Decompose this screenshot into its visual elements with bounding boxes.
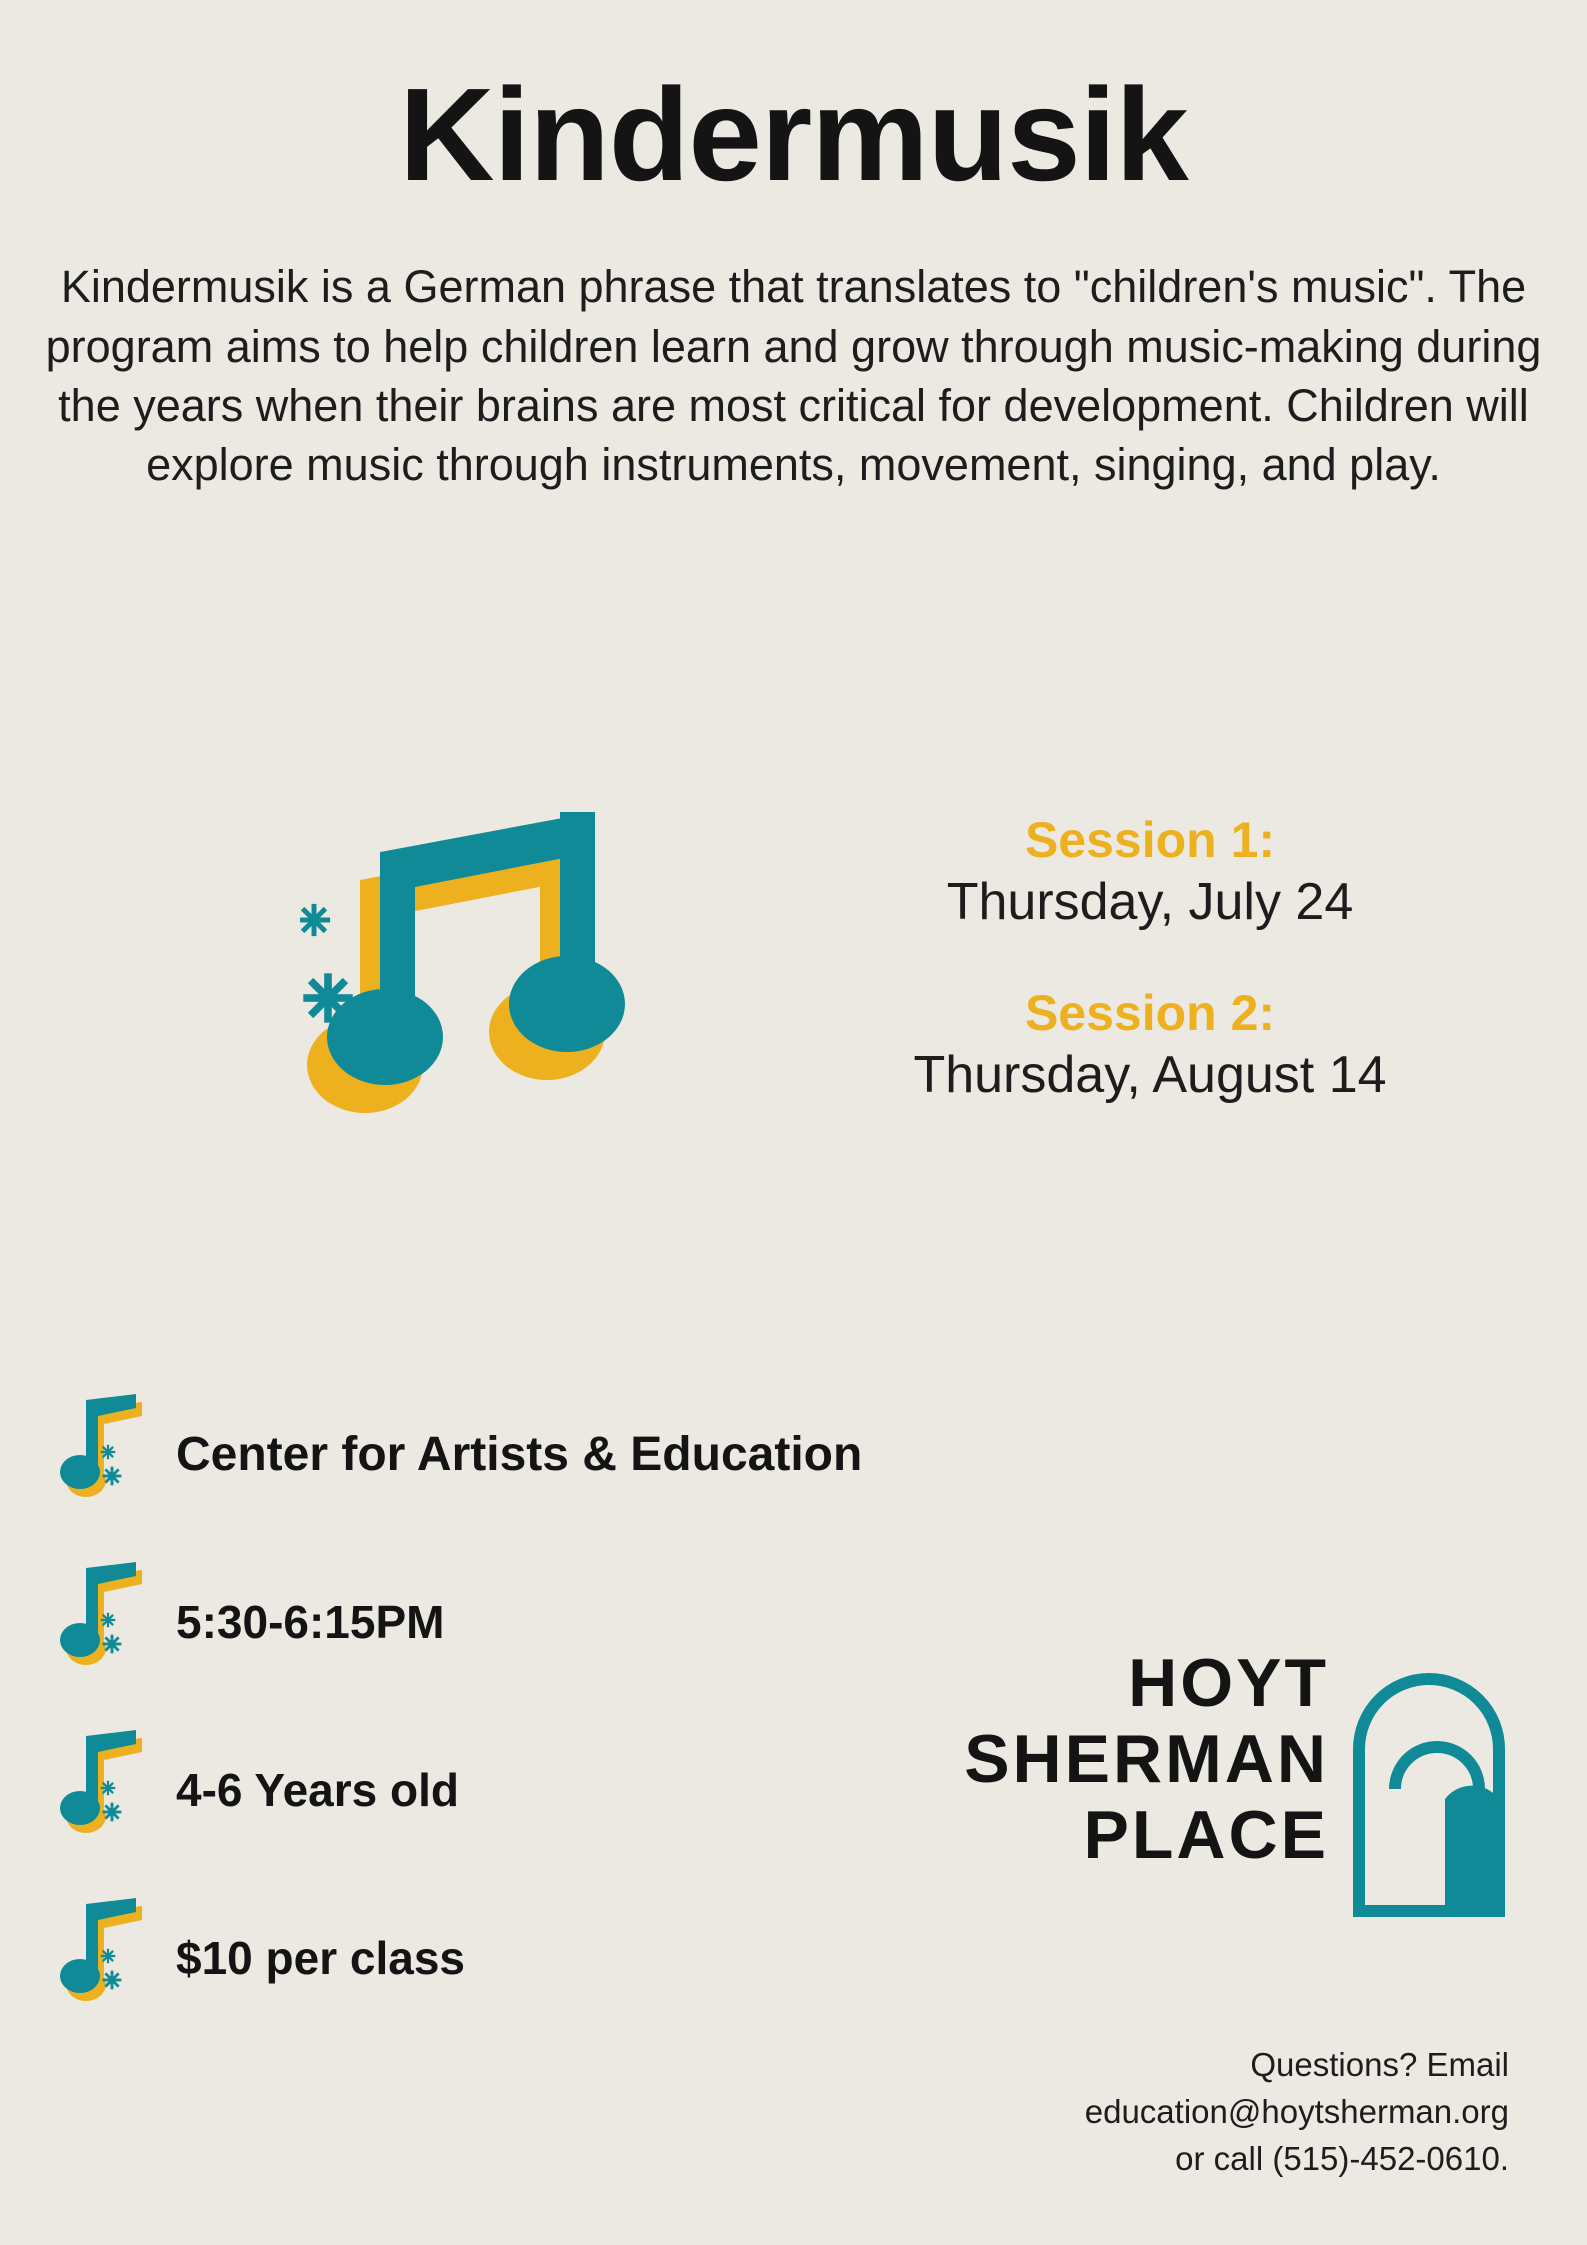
list-item-label: 4-6 Years old (176, 1764, 459, 1816)
contact-email[interactable]: education@hoytsherman.org (1084, 2093, 1509, 2131)
hoyt-sherman-place-logo (849, 1645, 1509, 1935)
logo-line-2: SHERMAN (964, 1721, 1329, 1798)
session-1-date: Thursday, July 24 (946, 873, 1354, 931)
session-2-date: Thursday, August 14 (913, 1046, 1387, 1104)
music-note-icon (300, 810, 700, 1210)
music-note-icon (58, 1898, 154, 2018)
list-item-label: $10 per class (176, 1932, 466, 1984)
logo-line-3: PLACE (1083, 1797, 1329, 1874)
intro-paragraph: Kindermusik is a German phrase that translates to "children's music". The program aims to help children learn and grow through music-making during the years when their brains are most critical for development. Children will explore music through instruments, movement, singing, and play. (45, 261, 1542, 491)
list-item-label: Center for Artists & Education (176, 1427, 863, 1481)
contact-line-1: Questions? Email (1250, 2046, 1509, 2084)
logo-wordmark (849, 1645, 1329, 1873)
music-note-icon (58, 1730, 154, 1850)
arched-window-icon (1349, 1649, 1509, 1921)
list-item-label: 5:30-6:15PM (176, 1596, 445, 1648)
sessions-list (780, 810, 1520, 1108)
music-note-icon (58, 1562, 154, 1682)
session-block (0, 790, 1587, 1220)
list-item (58, 1370, 1158, 1538)
session-2-label: Session 2: (1024, 985, 1276, 1041)
contact-phone[interactable]: or call (515)-452-0610. (1175, 2140, 1509, 2178)
music-note-icon (58, 1394, 154, 1514)
contact-info (749, 2042, 1509, 2183)
logo-line-1: HOYT (1128, 1645, 1329, 1721)
session-1-label: Session 1: (1024, 812, 1276, 868)
page-title: Kindermusik (399, 61, 1188, 208)
